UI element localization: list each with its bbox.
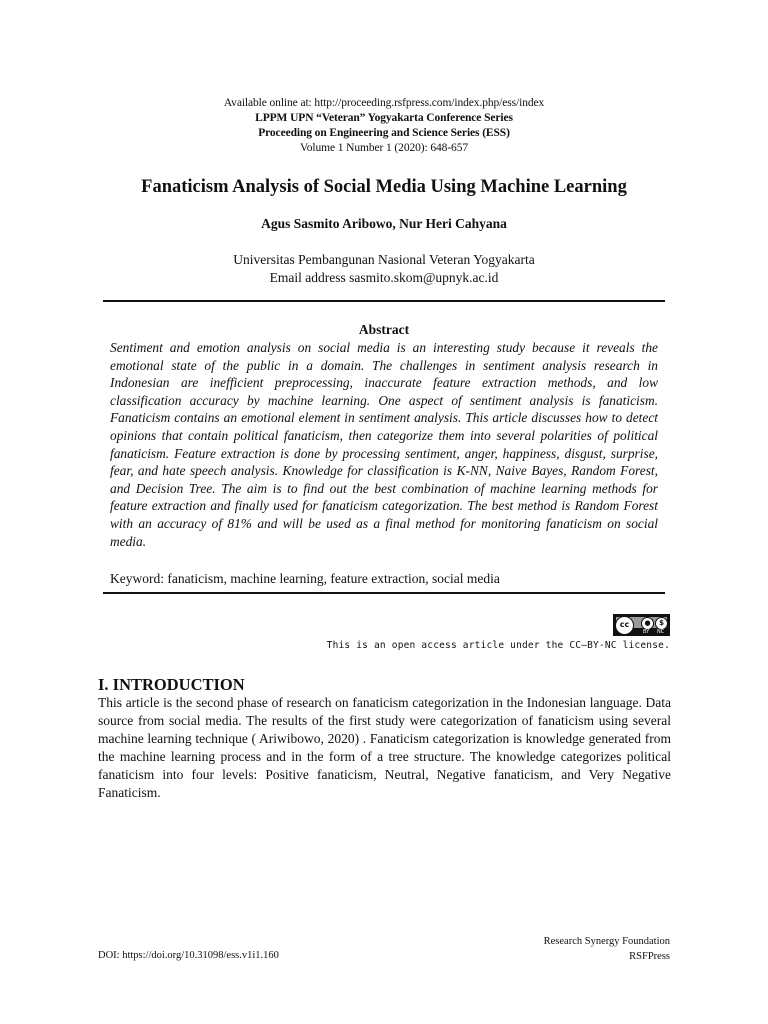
- section-heading-introduction: I. INTRODUCTION: [98, 675, 245, 694]
- affiliation: [0, 251, 768, 287]
- author-list: Agus Sasmito Aribowo, Nur Heri Cahyana: [261, 216, 507, 231]
- badge-nc-label: NC: [657, 629, 665, 635]
- conference-series: LPPM UPN “Veteran” Yogyakarta Conference Series: [255, 112, 513, 124]
- open-access-note: This is an open access article under the CC–BY-NC license.: [326, 640, 670, 651]
- abstract-text: Sentiment and emotion analysis on social media is an interesting study because it reveals the emotional state of the public in a domain. The challenges in sentiment analysis research in Indonesian are inefficient preprocessing, inaccurate feature extraction methods, and low classification accuracy by machine learning. One aspect of sentiment analysis is fanaticism. Fanaticism contains an emotional element in sentiment analysis. This article discusses how to detect opinions that contain political fanaticism, then categorize them into several polarities of political fanaticism. Feature extraction is done by processing sentiment, anger, happiness, disgust, surprise, fear, and hate speech analysis. Knowledge for classification is K-NN, Naive Bayes, Random Forest, and Decision Tree. The aim is to find out the best combination of machine learning methods for feature extraction and finally used for fanaticism categorization. The best method is Random Forest with an accuracy of 81% and will be used as a final method for monitoring fanaticism on social media.: [110, 340, 658, 549]
- attribution-icon: ●: [641, 617, 654, 630]
- abstract-bottom-rule: [103, 592, 665, 594]
- introduction-text: This article is the second phase of research on fanaticism categorization in the Indonesian language. Data source from social media. The results of the first study were categorization of fanaticism using several machine learning technique ( Ariwibowo, 2020) . Fanaticism categorization is knowledge generated from the machine learning process and in the form of a tree structure. The knowledge categorizes political fanaticism into four levels: Positive fanaticism, Neutral, Negative fanaticism, and Very Negative Fanaticism.: [98, 695, 671, 800]
- press-name: RSFPress: [629, 951, 670, 962]
- cc-license-badge[interactable]: [613, 614, 670, 636]
- email-address: Email address sasmito.skom@upnyk.ac.id: [269, 270, 499, 285]
- publisher-name: Research Synergy Foundation: [543, 936, 670, 947]
- publisher-footer: [544, 934, 670, 964]
- abstract-top-rule: [103, 300, 665, 302]
- cc-icon: cc: [615, 616, 634, 635]
- abstract-heading: Abstract: [358, 322, 410, 337]
- doi-link[interactable]: DOI: https://doi.org/10.31098/ess.v1i1.160: [98, 950, 279, 961]
- noncommercial-icon: $: [655, 617, 668, 630]
- keywords: Keyword: fanaticism, machine learning, feature extraction, social media: [110, 571, 500, 586]
- proceeding-name: Proceeding on Engineering and Science Series (ESS): [258, 127, 510, 139]
- paper-title: Fanaticism Analysis of Social Media Using Machine Learning: [141, 177, 627, 197]
- volume-info: Volume 1 Number 1 (2020): 648-657: [299, 142, 468, 154]
- journal-header: [0, 96, 768, 156]
- availability-line: Available online at: http://proceeding.rsfpress.com/index.php/ess/index: [223, 97, 545, 109]
- badge-by-label: BY: [643, 629, 650, 635]
- institution: Universitas Pembangunan Nasional Veteran Yogyakarta: [233, 252, 535, 267]
